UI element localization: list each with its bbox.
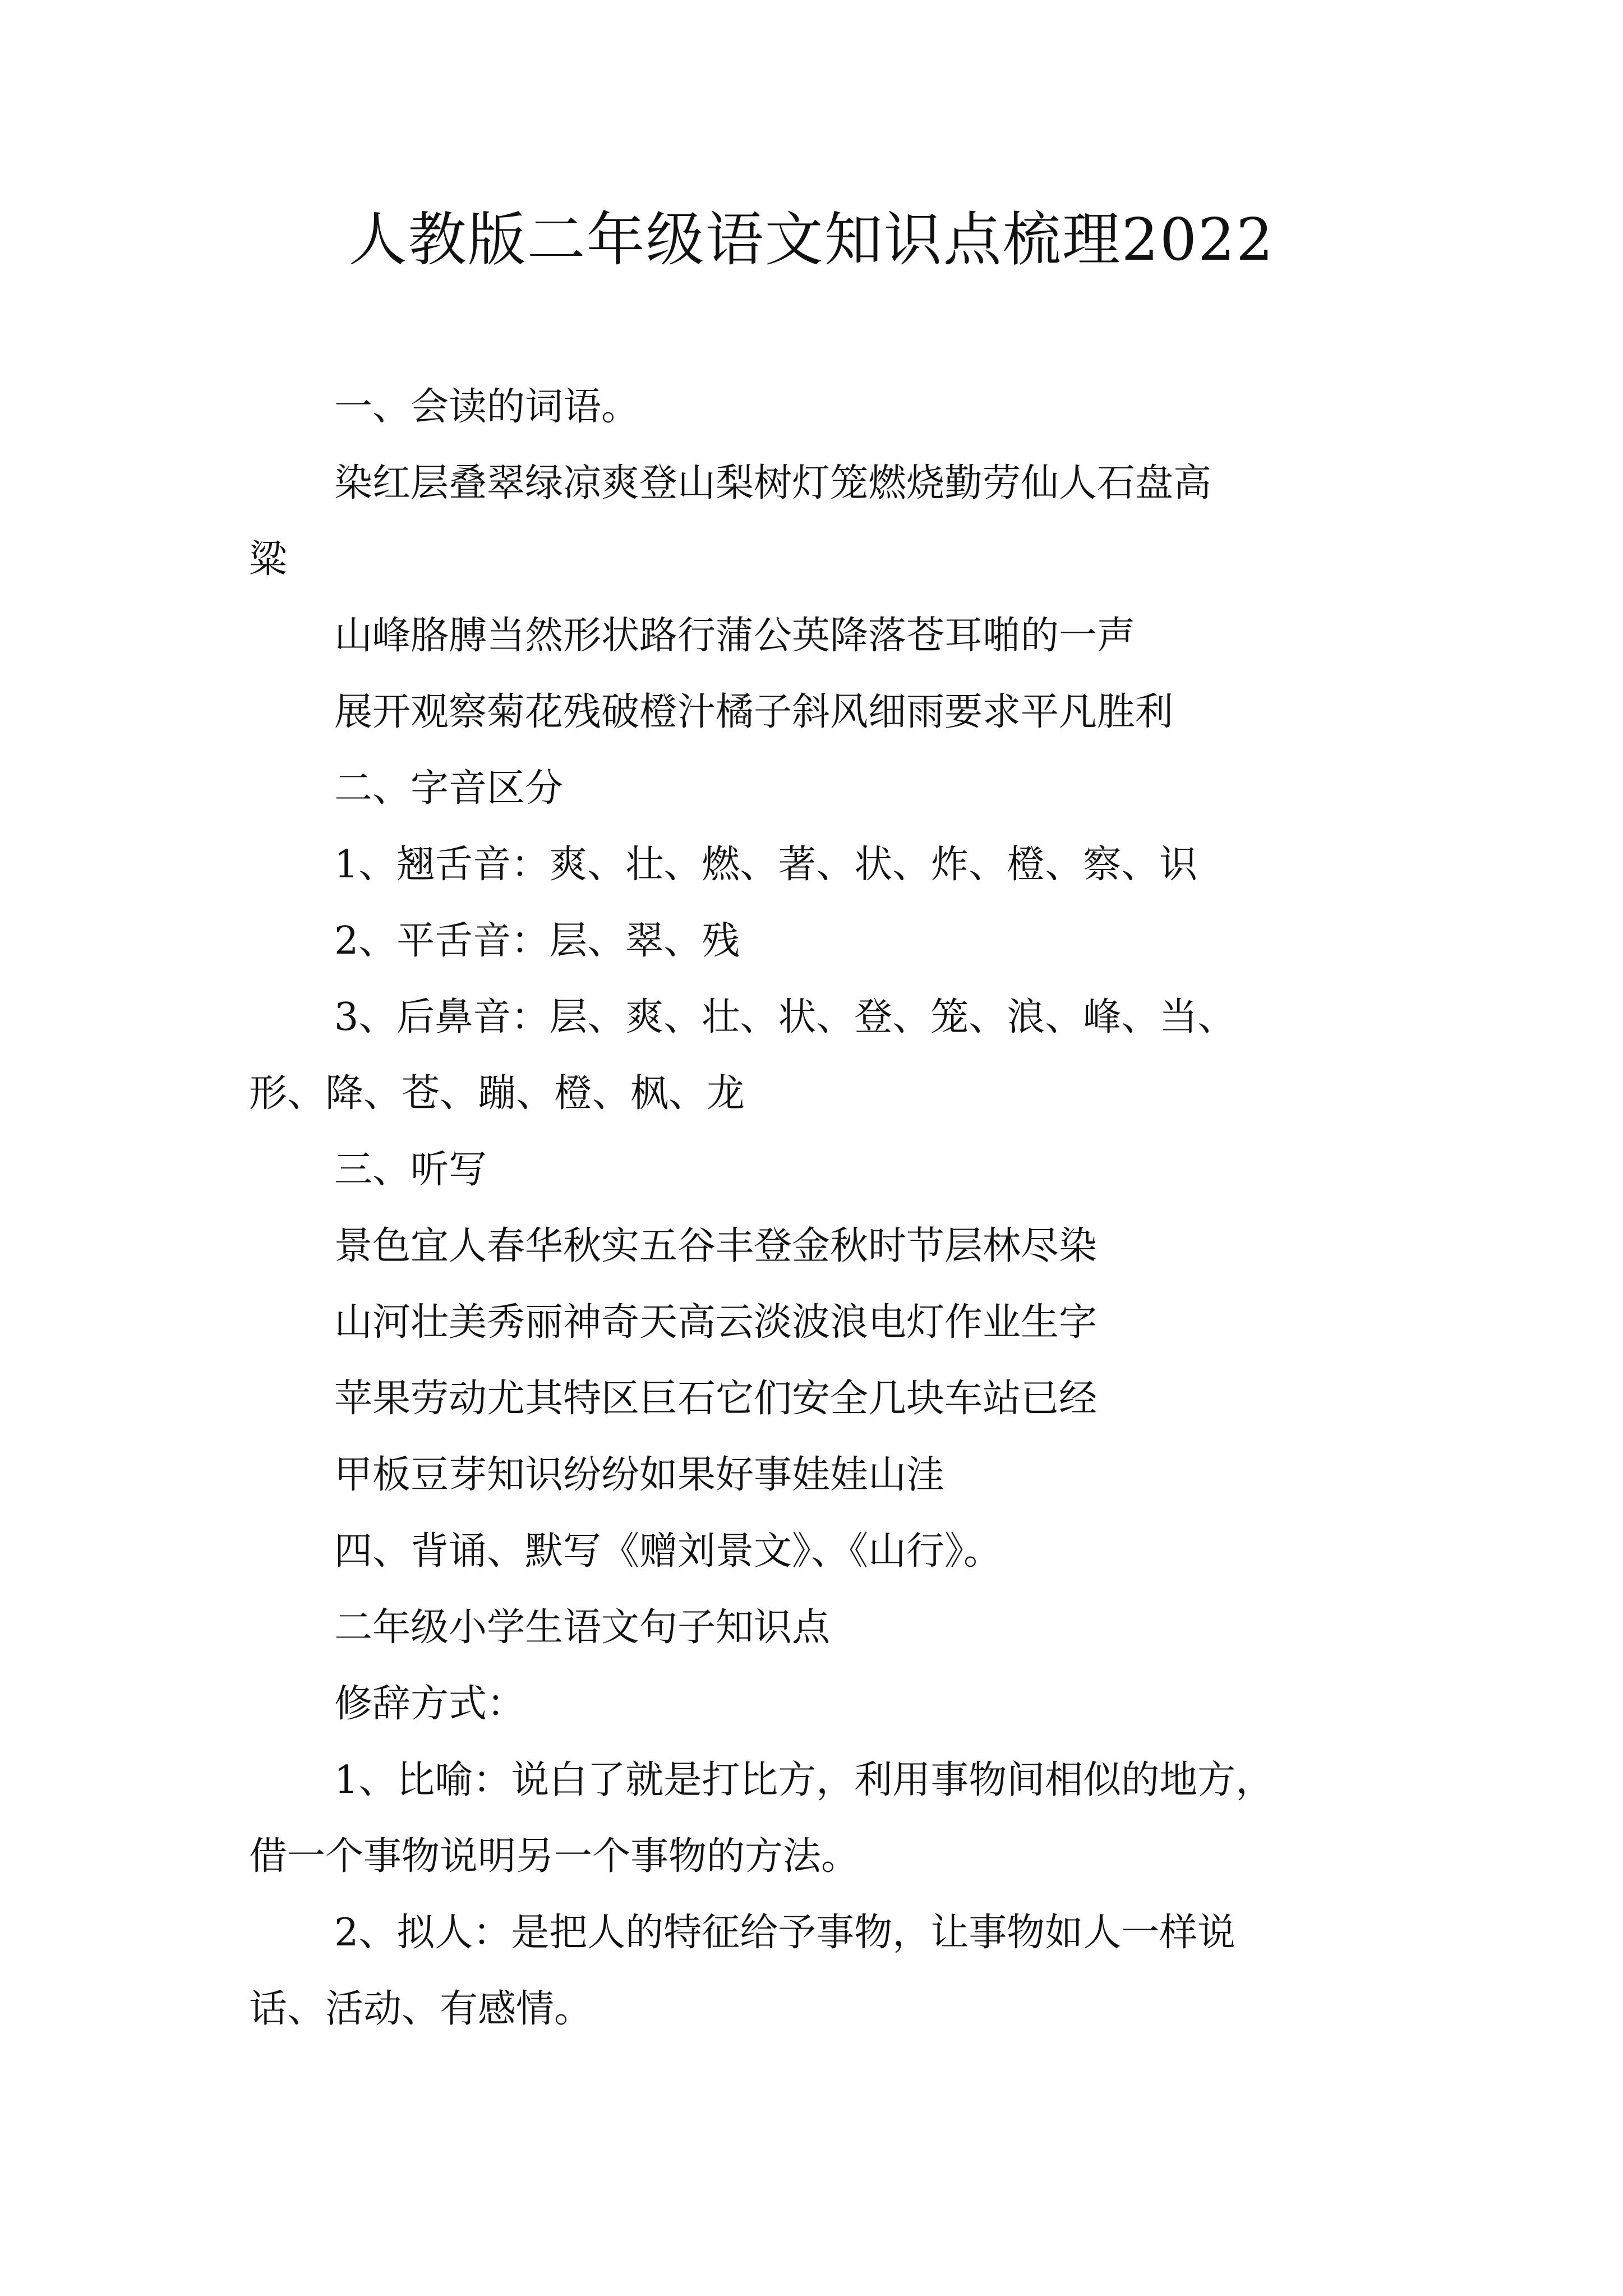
text-line: 1、翘舌音：爽、壮、燃、著、状、炸、橙、察、识 [334, 843, 1198, 887]
text-line: 山河壮美秀丽神奇天高云淡波浪电灯作业生字 [334, 1300, 1098, 1345]
document-title: 人教版二年级语文知识点梳理2022 [348, 205, 1275, 274]
text-line: 染红层叠翠绿凉爽登山梨树灯笼燃烧勤劳仙人石盘高 [334, 461, 1212, 505]
text-line: 甲板豆芽知识纷纷如果好事娃娃山洼 [334, 1453, 945, 1497]
text-line: 1、比喻：说白了就是打比方，利用事物间相似的地方， [334, 1758, 1274, 1802]
text-line: 一、会读的词语。 [334, 385, 640, 429]
text-line: 2、平舌音：层、翠、残 [334, 919, 740, 963]
document-body [249, 369, 1393, 2047]
text-line: 话、活动、有感情。 [249, 1987, 593, 2031]
text-line: 形、降、苍、蹦、橙、枫、龙 [249, 1071, 745, 1116]
text-line: 修辞方式： [334, 1682, 525, 1726]
text-line: 三、听写 [334, 1148, 487, 1192]
text-line: 山峰胳膊当然形状路行蒲公英降落苍耳啪的一声 [334, 614, 1136, 658]
text-line: 粱 [249, 537, 288, 582]
text-line: 3、后鼻音：层、爽、壮、状、登、笼、浪、峰、当、 [334, 995, 1236, 1039]
text-line: 二、字音区分 [334, 766, 564, 811]
text-line: 展开观察菊花残破橙汁橘子斜风细雨要求平凡胜利 [334, 690, 1174, 734]
text-line: 苹果劳动尤其特区巨石它们安全几块车站已经 [334, 1377, 1098, 1421]
text-line: 景色宜人春华秋实五谷丰登金秋时节层林尽染 [334, 1224, 1098, 1268]
text-line: 2、拟人：是把人的特征给予事物，让事物如人一样说 [334, 1911, 1236, 1955]
text-line: 二年级小学生语文句子知识点 [334, 1605, 831, 1650]
text-line: 借一个事物说明另一个事物的方法。 [249, 1834, 860, 1879]
text-line: 四、背诵、默写《赠刘景文》、《山行》。 [334, 1529, 1002, 1573]
